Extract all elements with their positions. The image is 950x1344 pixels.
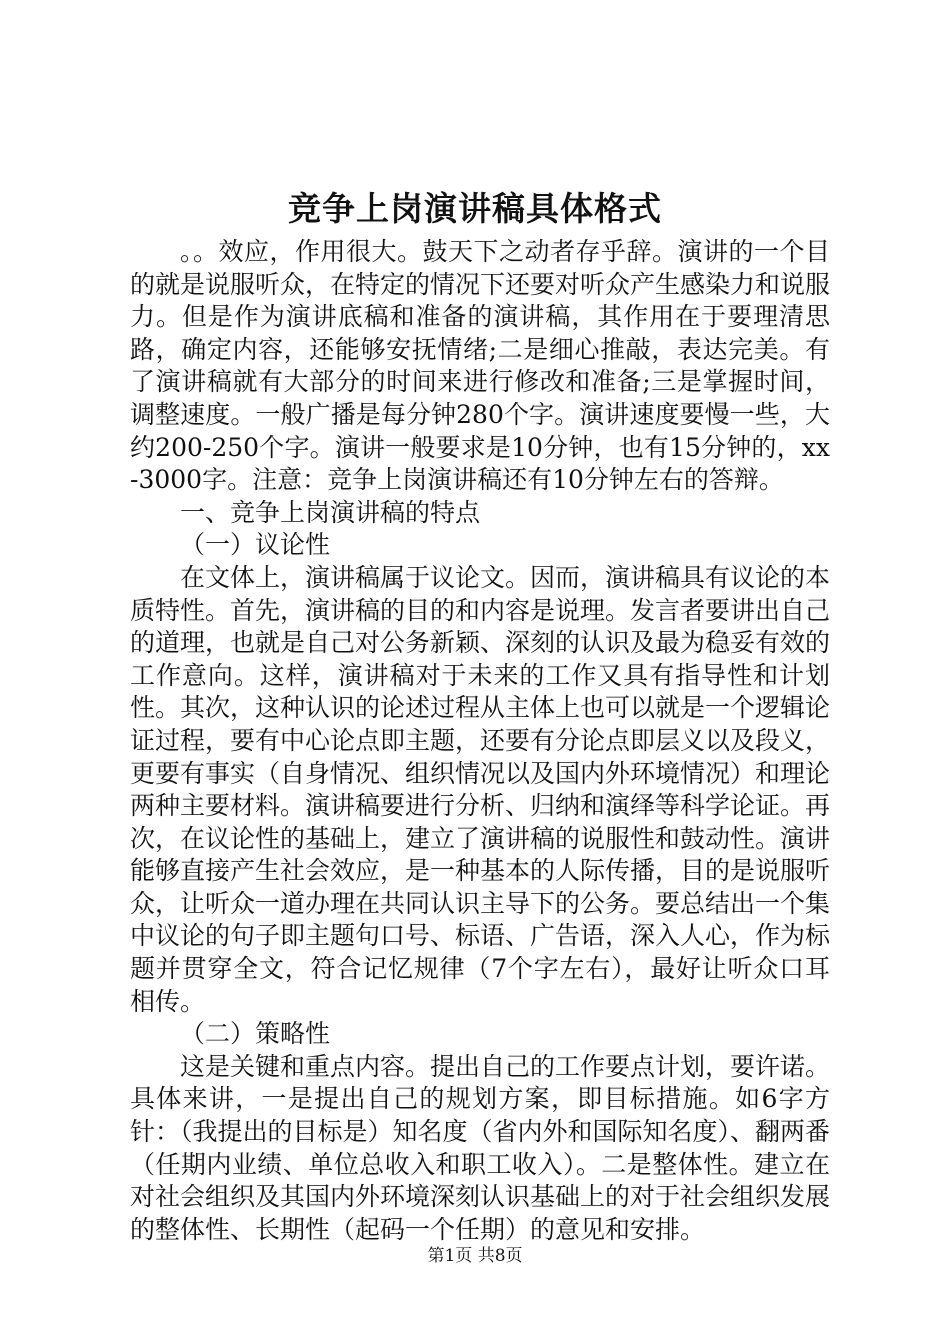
paragraph-intro: 。。效应，作用很大。鼓天下之动者存乎辞。演讲的一个目的就是说服听众，在特定的情况下还要对听众产生感染力和说服力。但是作为演讲底稿和准备的演讲稿，其作用在于要理清思路，确定内容，还能够安抚情绪;二是细心推敲，表达完美。有了演讲稿就有大部分的时间来进行修改和准备;三是掌握时间，调整速度。一般广播是每分钟280个字。演讲速度要慢一些，大约200-250个字。演讲一般要求是10分钟，也有15分钟的，xx-3000字。注意：竞争上岗演讲稿还有10分钟左右的答辩。 xyxy=(130,237,831,495)
page-footer: 第1页 共8页 xyxy=(427,1246,523,1266)
section-heading-features: 一、竞争上岗演讲稿的特点 xyxy=(180,497,481,527)
paragraph-argumentative: 在文体上，演讲稿属于议论文。因而，演讲稿具有议论的本质特性。首先，演讲稿的目的和内容是说理。发言者要讲出自己的道理，也就是自己对公务新颖、深刻的认识及最为稳妥有效的工作意向。这样，演讲稿对于未来的工作又具有指导性和计划性。其次，这种认识的论述过程从主体上也可以就是一个逻辑论证过程，要有中心论点即主题，还要有分论点即层义以及段义，更要有事实（自身情况、组织情况以及国内外环境情况）和理论两种主要材料。演讲稿要进行分析、归纳和演绎等科学论证。再次，在议论性的基础上，建立了演讲稿的说服性和鼓动性。演讲能够直接产生社会效应，是一种基本的人际传播，目的是说服听众，让听众一道办理在共同认识主导下的公务。要总结出一个集中议论的句子即主题句口号、标语、广告语，深入人心，作为标题并贯穿全文，符合记忆规律（7个字左右），最好让听众口耳相传。 xyxy=(130,562,831,1016)
document-title: 竞争上岗演讲稿具体格式 xyxy=(288,189,662,228)
subsection-heading-strategic: （二）策略性 xyxy=(180,1019,331,1049)
subsection-heading-argumentative: （一）议论性 xyxy=(180,530,331,560)
document-body xyxy=(130,236,830,1246)
paragraph-strategic: 这是关键和重点内容。提出自己的工作要点计划，要许诺。具体来讲，一是提出自己的规划方案，即目标措施。如6字方针：（我提出的目标是）知名度（省内外和国际知名度）、翻两番（任期内业绩、单位总收入和职工收入）。二是整体性。建立在对社会组织及其国内外环境深刻认识基础上的对于社会组织发展的整体性、长期性（起码一个任期）的意见和安排。 xyxy=(130,1051,831,1244)
